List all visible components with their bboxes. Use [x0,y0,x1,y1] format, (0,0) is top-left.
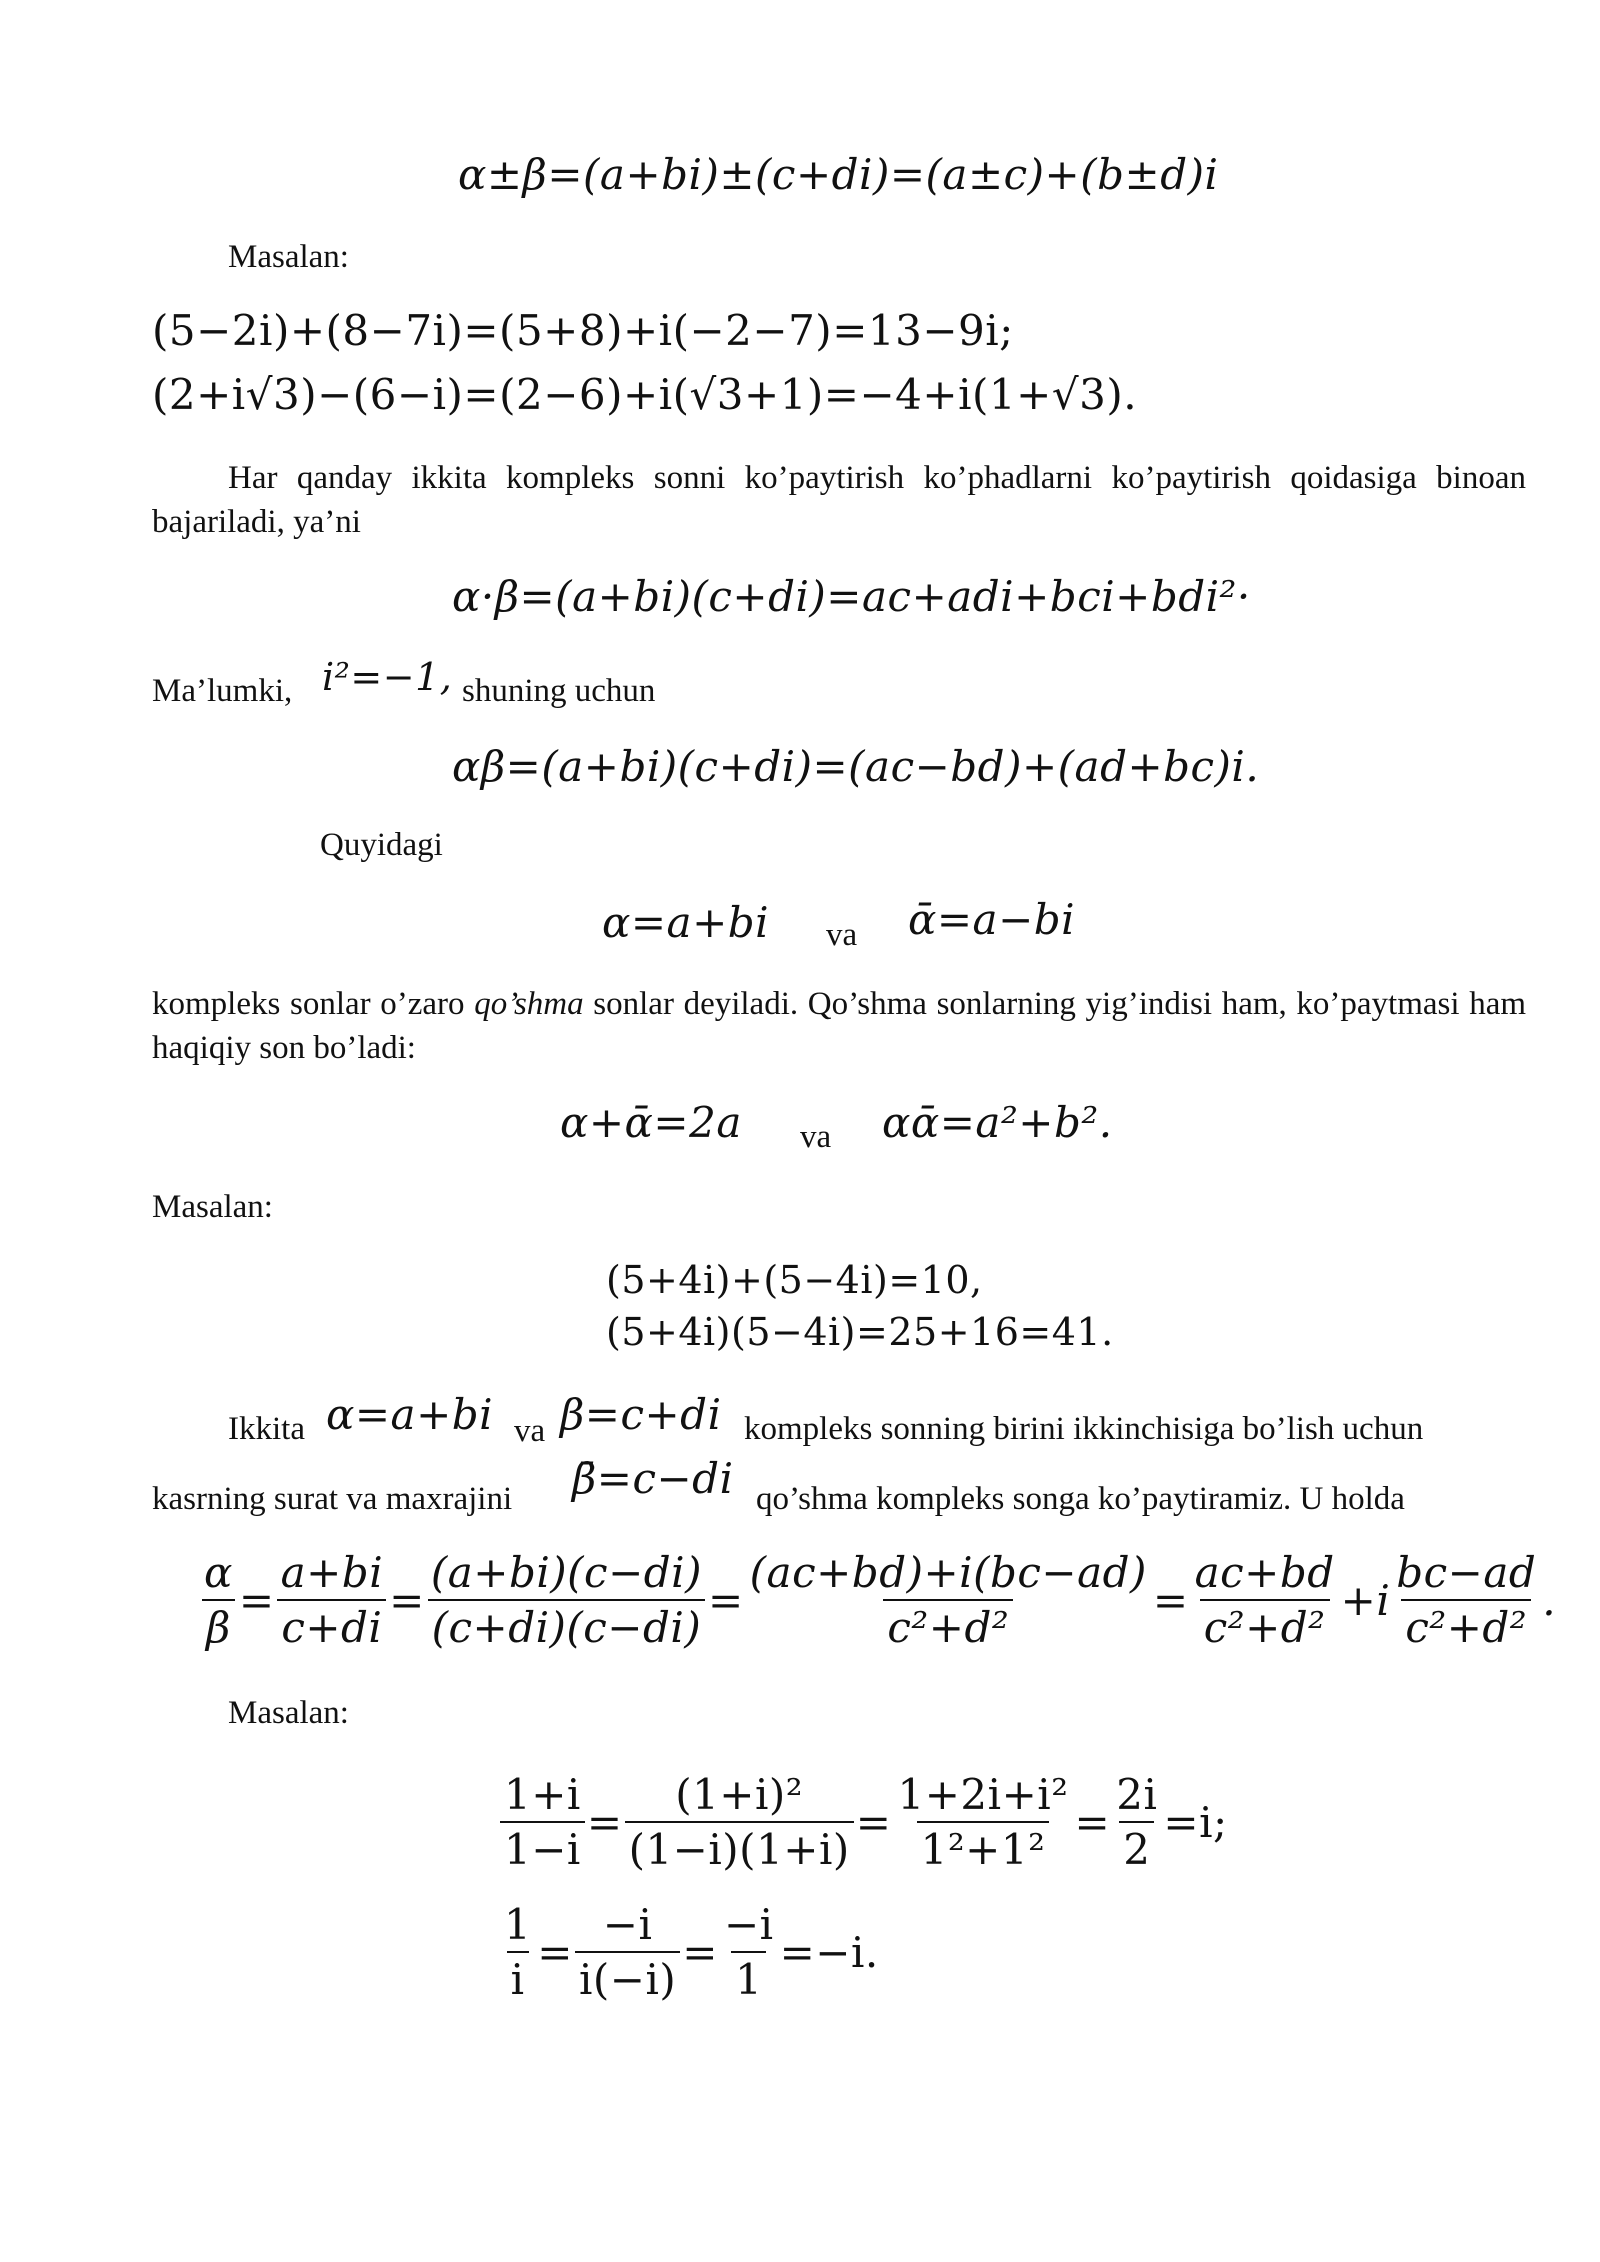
text-ikkita: Ikkita [228,1411,305,1447]
fraction-real-part: $\frac{ac+bd}{\text{c²+d²}}$ [1194,1548,1335,1652]
label-masalan-1: Masalan: [228,239,349,275]
text-shuning-uchun: shuning uchun [462,673,656,709]
fraction-ex3-e: $\frac{1}{i}$ [504,1900,532,2004]
fraction-ex3-d: $\frac{2i}{2}$ [1116,1770,1158,1874]
text-kasrning: kasrning surat va maxrajini [152,1481,513,1517]
text-va-1: va [826,917,858,953]
formula-example-3-line-1: $\frac{1+i}{1-i}$ = $\frac{\text{(1+i)²}}{(1-i)(1+i)}$ = $\frac{\text{1+2i+i²}}{\text{1²+1²}}$ = $\frac{2i}{2}$ =i; [500,1770,1230,1874]
fraction-a-bi-over-c-di: $\frac{a+bi}{c+di}$ [277,1548,388,1652]
fraction-imaginary-part: $\frac{bc-ad}{\text{c²+d²}}$ [1396,1548,1537,1652]
text-malumki: Ma’lumki, [152,673,293,709]
formula-example-3-line-2: $\frac{1}{i}$ = $\frac{-i}{i(-i)}$ = $\frac{-i}{1}$ =−i. [500,1900,881,2004]
conjugate-text-part-1: kompleks sonlar o’zaro [152,986,465,1022]
formula-beta-conjugate-inline: β̄=c−di [572,1454,734,1503]
formula-alpha-conjugate: ᾱ=a−bi [908,895,1076,944]
label-masalan-2: Masalan: [152,1189,273,1225]
paragraph-conjugate [152,982,1526,1070]
paragraph-multiplication: Har qanday ikkita kompleks sonni ko’paytirish ko’phadlarni ko’paytirish qoidasiga binoan bajariladi, ya’ni [152,460,1526,540]
formula-alpha-inline: α=a+bi [326,1390,494,1439]
formula-division: $\frac{\alpha}{\beta}$ = $\frac{a+bi}{c+di}$ = $\frac{(a+bi)(c-di)}{(c+di)(c-di)}$ = $\frac{(ac+bd)+i(bc-ad)}{\text{c²+d²}}$ = $\frac{ac+bd}{\text{c²+d²}}$ +i $\frac{bc-ad}{\text{c²+d²}}$ . [200,1548,1558,1652]
conjugate-text-part-2: sonlar deyiladi. Qo’shma sonlarning yig’indisi ham, ko’paytmasi ham haqiqiy son bo’ladi: [152,986,1527,1066]
fraction-ex3-b: $\frac{\text{(1+i)²}}{(1-i)(1+i)}$ [625,1770,854,1874]
formula-example-2-line-1: (5+4i)+(5−4i)=10, [606,1258,983,1302]
term-qoshma: qo’shma [474,986,584,1022]
label-masalan-3: Masalan: [228,1695,349,1731]
formula-beta-inline: β=c+di [560,1390,722,1439]
text-division-tail-1: kompleks sonning birini ikkinchisiga bo’lish uchun [744,1411,1424,1447]
formula-conjugate-sum: α+ᾱ=2a [560,1098,742,1147]
formula-example-2-line-2: (5+4i)(5−4i)=25+16=41. [606,1310,1114,1354]
formula-alpha: α=a+bi [602,898,770,947]
formula-sum-difference: α±β=(a+bi)±(c+di)=(a±c)+(b±d)i [458,150,1219,199]
text-va-2: va [800,1119,832,1155]
text-division-tail-2: qo’shma kompleks songa ko’paytiramiz. U holda [756,1481,1405,1517]
text-va-3: va [514,1413,546,1449]
fraction-ex3-c: $\frac{\text{1+2i+i²}}{\text{1²+1²}}$ [897,1770,1069,1874]
text-quyidagi: Quyidagi [320,827,443,863]
fraction-ex3-g: $\frac{-i}{1}$ [723,1900,774,2004]
fraction-expanded: $\frac{(ac+bd)+i(bc-ad)}{\text{c²+d²}}$ [749,1548,1147,1652]
fraction-ex3-f: $\frac{-i}{i(-i)}$ [575,1900,680,2004]
formula-example-1-line-1: (5−2i)+(8−7i)=(5+8)+i(−2−7)=13−9i; [152,306,1014,355]
formula-product-simplified: αβ=(a+bi)(c+di)=(ac−bd)+(ad+bc)i. [452,742,1260,791]
fraction-multiplied-by-conjugate: $\frac{(a+bi)(c-di)}{(c+di)(c-di)}$ [427,1548,706,1652]
formula-product-expanded: α·β=(a+bi)(c+di)=ac+adi+bci+bdi²· [452,572,1251,621]
fraction-alpha-over-beta: $\frac{\alpha}{\beta}$ [204,1548,233,1652]
fraction-ex3-a: $\frac{1+i}{1-i}$ [500,1770,585,1874]
formula-conjugate-product: αᾱ=a²+b². [882,1098,1113,1147]
formula-i-squared: i²=−1, [322,655,453,699]
formula-example-1-line-2: (2+i√3)−(6−i)=(2−6)+i(√3+1)=−4+i(1+√3). [152,370,1138,419]
